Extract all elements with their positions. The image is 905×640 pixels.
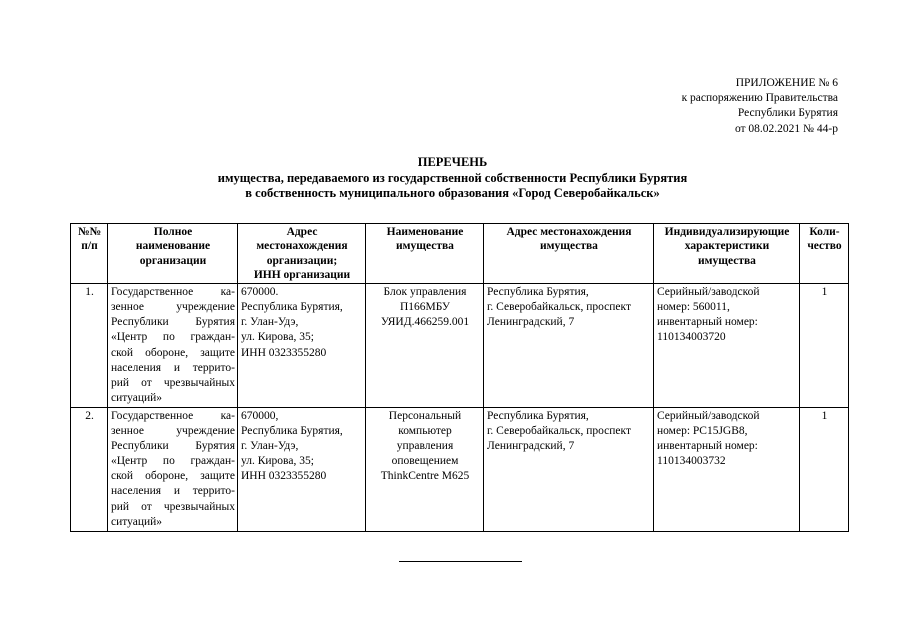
org-address-line: г. Улан-Удэ,: [241, 440, 299, 453]
header-location-line: имущества: [540, 240, 598, 253]
header-org: [108, 224, 238, 284]
property-name-cell: [366, 284, 484, 408]
row-number: 2.: [71, 407, 108, 531]
header-characteristics-line: Индивидуализирующие: [664, 226, 790, 238]
table-row: [71, 407, 849, 531]
appendix-date: от 08.02.2021 № 44-р: [734, 122, 838, 135]
header-address-line: ИНН организации: [253, 268, 351, 281]
org-address-line: Республика Бурятия,: [241, 425, 343, 438]
org-name-cell: [108, 407, 238, 531]
org-name-line: населения и террито-: [111, 361, 235, 374]
org-address-line: г. Улан-Удэ,: [241, 316, 299, 329]
property-characteristics-cell: [654, 284, 800, 408]
org-name-line: Республики Бурятия: [111, 316, 235, 329]
property-location-line: г. Северобайкальск, проспект: [487, 301, 631, 314]
org-name-cell: [108, 284, 238, 408]
property-location-line: Республика Бурятия,: [487, 286, 589, 299]
characteristics-line: 110134003732: [657, 455, 726, 468]
org-address-line: Республика Бурятия,: [241, 301, 343, 314]
characteristics-line: Серийный/заводской: [657, 286, 760, 299]
property-name-line: ThinkCentre M625: [380, 470, 470, 483]
property-name-line: управления: [396, 440, 454, 453]
characteristics-line: номер: PC15JGB8,: [657, 425, 748, 438]
header-name-line: Наименование: [386, 226, 464, 238]
property-name-line: компьютер: [398, 425, 452, 438]
header-qty: [800, 224, 849, 284]
org-name-line: Государственное ка-: [111, 286, 235, 299]
appendix-republic: Республики Бурятия: [737, 107, 838, 120]
property-name-line: Персональный: [388, 409, 462, 422]
org-inn-line: ИНН 0323355280: [241, 470, 327, 483]
header-num-line: п/п: [81, 240, 98, 253]
org-inn-line: ИНН 0323355280: [241, 346, 327, 359]
property-name-line: Блок управления: [383, 286, 467, 299]
org-name-line: населения и террито-: [111, 485, 235, 498]
property-table: [70, 223, 849, 532]
org-address-cell: [238, 284, 366, 408]
property-characteristics-cell: [654, 407, 800, 531]
header-address-line: организации;: [266, 254, 338, 267]
org-name-line: рий от чрезвычайных: [111, 500, 235, 513]
header-characteristics-line: характеристики: [684, 240, 770, 253]
header-org-line: организации: [139, 254, 207, 267]
characteristics-line: инвентарный номер:: [657, 440, 758, 453]
characteristics-line: номер: 560011,: [657, 301, 730, 314]
characteristics-line: 110134003720: [657, 331, 726, 344]
org-name-line: ситуаций»: [111, 391, 163, 404]
header-org-line: Полное: [153, 226, 193, 238]
org-address-line: ул. Кирова, 35;: [241, 455, 314, 468]
org-name-line: Государственное ка-: [111, 409, 235, 422]
property-name-line: УЯИД.466259.001: [380, 316, 470, 329]
property-name-line: П166МБУ: [399, 301, 451, 314]
org-name-line: рий от чрезвычайных: [111, 376, 235, 389]
property-location-line: Республика Бурятия,: [487, 409, 589, 422]
property-location-cell: [484, 407, 654, 531]
table-row: [71, 284, 849, 408]
header-address-line: Адрес: [286, 226, 318, 238]
appendix-number: ПРИЛОЖЕНИЕ № 6: [735, 77, 838, 89]
property-location-line: Ленинградский, 7: [487, 440, 575, 453]
org-name-line: зенное учреждение: [111, 301, 235, 314]
end-divider: [399, 561, 522, 562]
document-title: [0, 155, 905, 202]
org-address-line: 670000,: [241, 409, 279, 422]
property-location-line: г. Северобайкальск, проспект: [487, 425, 631, 438]
row-number: 1.: [71, 284, 108, 408]
header-org-line: наименование: [135, 240, 211, 253]
title-heading: ПЕРЕЧЕНЬ: [417, 155, 488, 169]
characteristics-line: Серийный/заводской: [657, 409, 760, 422]
header-location-line: Адрес местонахождения: [506, 226, 632, 238]
org-name-line: ской обороне, защите: [111, 470, 235, 483]
header-qty-line: чество: [807, 240, 842, 253]
header-qty-line: Коли-: [809, 226, 840, 238]
appendix-block: [682, 76, 838, 137]
table-header-row: [71, 224, 849, 284]
org-name-line: «Центр по граждан-: [111, 455, 235, 468]
org-address-cell: [238, 407, 366, 531]
characteristics-line: инвентарный номер:: [657, 316, 758, 329]
org-address-line: ул. Кирова, 35;: [241, 331, 314, 344]
appendix-order-ref: к распоряжению Правительства: [681, 92, 838, 105]
header-name-line: имущества: [396, 240, 454, 253]
property-name-line: оповещением: [391, 455, 459, 468]
header-location: [484, 224, 654, 284]
quantity-cell: 1: [800, 407, 849, 531]
quantity-cell: 1: [800, 284, 849, 408]
org-address-line: 670000.: [241, 286, 279, 299]
header-name: [366, 224, 484, 284]
header-address: [238, 224, 366, 284]
header-address-line: местонахождения: [256, 240, 348, 253]
org-name-line: ситуаций»: [111, 515, 163, 528]
org-name-line: зенное учреждение: [111, 425, 235, 438]
property-location-cell: [484, 284, 654, 408]
title-line-2: имущества, передаваемого из государственной собственности Республики Бурятия: [217, 170, 688, 185]
header-num-line: №№: [77, 226, 102, 238]
property-location-line: Ленинградский, 7: [487, 316, 575, 329]
org-name-line: ской обороне, защите: [111, 346, 235, 359]
title-line-3: в собственность муниципального образования «Город Северобайкальск»: [245, 186, 660, 200]
header-num: [71, 224, 108, 284]
org-name-line: «Центр по граждан-: [111, 331, 235, 344]
property-name-cell: [366, 407, 484, 531]
header-characteristics: [654, 224, 800, 284]
org-name-line: Республики Бурятия: [111, 440, 235, 453]
header-characteristics-line: имущества: [698, 254, 756, 267]
